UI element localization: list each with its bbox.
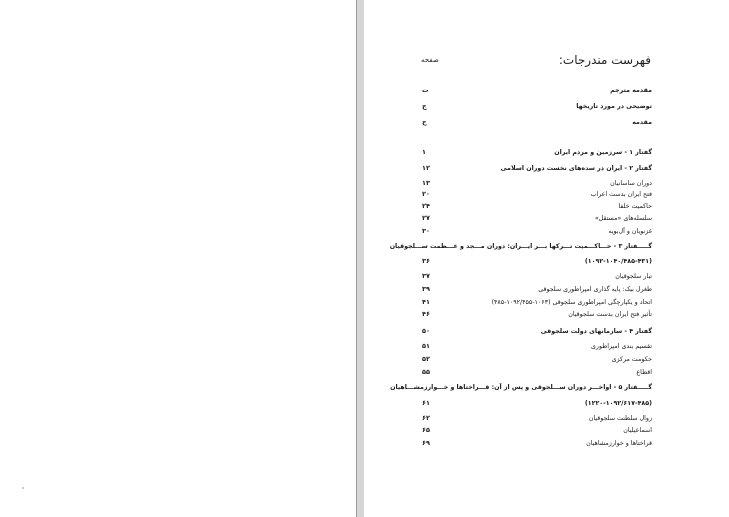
toc-entry-page: ۱ (422, 148, 426, 156)
toc-entry-label: حکومت مرکزی (611, 356, 652, 363)
toc-row (422, 101, 652, 112)
toc-entry-label: (۱۰۹۲-۱۰۴۰/۴۸۵-۴۳۱) (584, 258, 652, 265)
toc-entry-page: ۵۵ (422, 368, 430, 376)
toc-row (422, 413, 652, 424)
toc-entry-page: ۱۳ (422, 179, 430, 187)
toc-row (422, 354, 652, 365)
toc-row (422, 398, 652, 409)
toc-entry-label: قراختاها و خوارزمشاهیان (586, 440, 652, 447)
toc-row (422, 284, 652, 295)
toc-row (422, 226, 652, 237)
toc-entry-page: ۶۵ (422, 426, 430, 434)
toc-row (422, 309, 652, 320)
toc-row (422, 147, 652, 158)
toc-entry-page: ۵۰ (422, 327, 430, 335)
toc-row (390, 382, 652, 393)
toc-entry-page: ت (422, 86, 429, 94)
toc-entry-page: ۲۷ (422, 214, 430, 222)
toc-list (389, 0, 652, 517)
toc-row (422, 201, 652, 212)
toc-row (422, 438, 652, 449)
toc-row (422, 297, 652, 308)
toc-entry-page: ۶۲ (422, 414, 430, 422)
page-column-label: صفحه (421, 56, 439, 64)
scan-speck (22, 487, 24, 489)
toc-entry-label: گفتار ۴ - سازمانهای دولت سلجوقی (540, 328, 652, 335)
toc-row (422, 213, 652, 224)
toc-row (422, 178, 652, 189)
toc-row (422, 271, 652, 282)
toc-row (422, 326, 652, 337)
toc-entry-page: ۳۶ (422, 257, 430, 265)
toc-entry-label: اسماعیلیان (623, 427, 652, 434)
toc-entry-label: تبار سلجوقیان (615, 273, 652, 280)
toc-entry-page: ۵۱ (422, 342, 430, 350)
toc-entry-label: سلسله‌های «مستقل» (594, 215, 652, 222)
toc-entry-label: اتحاد و یکپارچگی امپراطوری سلجوقی (۱۰۶۳-۱۰۹۲/۴۵۵-۴۸۵) (491, 299, 652, 306)
toc-entry-page: ۶۹ (422, 439, 430, 447)
toc-entry-label: تقسیم بندی امپراطوری (590, 343, 652, 350)
toc-entry-label: زوال سلطنت سلجوقیان (588, 415, 652, 422)
toc-entry-label: گفتار ۲ - ایران در سده‌های نخست دوران اسلامی (500, 165, 652, 172)
toc-row (422, 163, 652, 174)
toc-entry-page: ۳۷ (422, 272, 430, 280)
toc-entry-label: گـــــفتار ۵ - اواخـــر دوران ســـلجوقی و پس از آن: قـــراختاها و خـــوارزمشـــاهیان (390, 384, 652, 391)
toc-title: فهرست مندرجات: (558, 53, 651, 67)
toc-entry-label: دوران ساسانیان (610, 180, 652, 187)
right-page (364, 0, 729, 517)
toc-entry-page: ۶۱ (422, 399, 430, 407)
toc-row (389, 241, 652, 252)
toc-row (422, 341, 652, 352)
toc-entry-label: حاکمیت خلفا (618, 203, 652, 210)
left-page (0, 0, 356, 517)
toc-entry-page: ۲۴ (422, 202, 430, 210)
toc-entry-page: ۵۲ (422, 355, 430, 363)
toc-entry-label: مقدمه مترجم (610, 87, 652, 94)
toc-entry-label: گفتار ۱ - سرزمین و مردم ایران (554, 149, 652, 156)
toc-entry-page: ج (422, 102, 427, 110)
toc-entry-label: اقطاع (636, 369, 652, 376)
toc-entry-page: ۱۲ (422, 164, 430, 172)
toc-entry-page: ۲۰ (422, 190, 430, 198)
toc-entry-page: ح (422, 118, 427, 126)
toc-entry-label: توضیحی در مورد تاریخها (576, 103, 652, 110)
toc-entry-label: تأثیر فتح ایران بدست سلجوقیان (568, 311, 652, 318)
toc-row (422, 367, 652, 378)
toc-entry-page: ۳۰ (422, 227, 430, 235)
toc-row (422, 85, 652, 96)
toc-entry-label: گـــــفتار ۳ - حـــاکـــمیت تـــرکها بـــر ایـــران: دوران مـــجد و عـــظمت ســـلجوقیان (389, 243, 652, 250)
gutter-edge-left (356, 0, 357, 517)
toc-entry-label: فتح ایران بدست اعراب (590, 191, 652, 198)
toc-entry-label: (۱۲۲۰-۱۰۹۲/۶۱۷-۴۸۵) (584, 400, 652, 407)
toc-row (422, 189, 652, 200)
toc-row (422, 425, 652, 436)
toc-entry-page: ۴۱ (422, 298, 430, 306)
toc-entry-page: ۳۹ (422, 285, 430, 293)
toc-row (422, 256, 652, 267)
toc-row (422, 117, 652, 128)
toc-entry-label: طغرل بیک: پایه گذاری امپراطوری سلجوقی (538, 286, 652, 293)
toc-entry-page: ۴۶ (422, 310, 430, 318)
toc-entry-label: مقدمه (632, 119, 652, 126)
toc-entry-label: غزنویان و آل‌بویه (608, 228, 652, 235)
